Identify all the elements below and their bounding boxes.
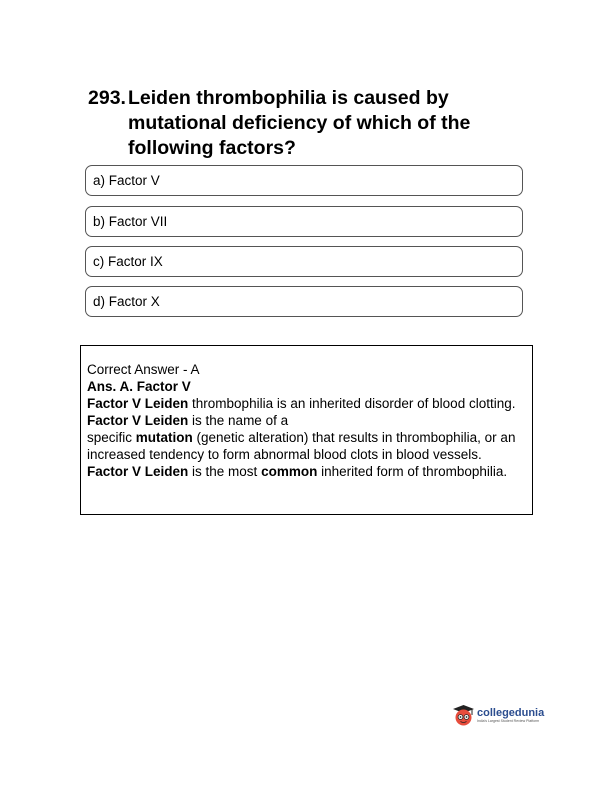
question-number: 293. (88, 87, 126, 109)
question-heading (88, 86, 528, 161)
explanation-text: thrombophilia is an inherited disorder of blood clotting. (188, 396, 516, 411)
logo-tagline: India's Largest Student Review Platform (477, 719, 540, 723)
explanation-text: (genetic alteration) that results in thrombophilia, or an increased tendency to form abnormal blood clots in blood vessels. (87, 430, 516, 462)
option-b[interactable]: b) Factor VII (85, 206, 523, 237)
explanation-paragraph-2 (87, 429, 526, 480)
answer-title: Ans. A. Factor V (87, 379, 191, 394)
option-a[interactable]: a) Factor V (85, 165, 523, 196)
logo-name: collegedunia (477, 707, 545, 719)
correct-answer-line: Correct Answer - A (87, 362, 200, 377)
option-c[interactable]: c) Factor IX (85, 246, 523, 277)
collegedunia-logo (452, 704, 544, 727)
explanation-text: specific (87, 430, 136, 445)
question-text: Leiden thrombophilia is caused by mutational deficiency of which of the following factors? (128, 87, 471, 159)
explanation-term: Factor V Leiden (87, 413, 189, 428)
explanation-paragraph-1 (87, 395, 526, 429)
explanation-text: is the most (188, 464, 262, 479)
explanation-term: common (261, 464, 318, 479)
mascot-icon (452, 704, 475, 727)
explanation-text: is the name of a (188, 413, 289, 428)
explanation-text: inherited form of thrombophilia. (317, 464, 508, 479)
explanation-term: Factor V Leiden (87, 396, 189, 411)
explanation-term: mutation (135, 430, 193, 445)
answer-box (80, 345, 533, 515)
explanation-term: Factor V Leiden (87, 464, 189, 479)
option-d[interactable]: d) Factor X (85, 286, 523, 317)
